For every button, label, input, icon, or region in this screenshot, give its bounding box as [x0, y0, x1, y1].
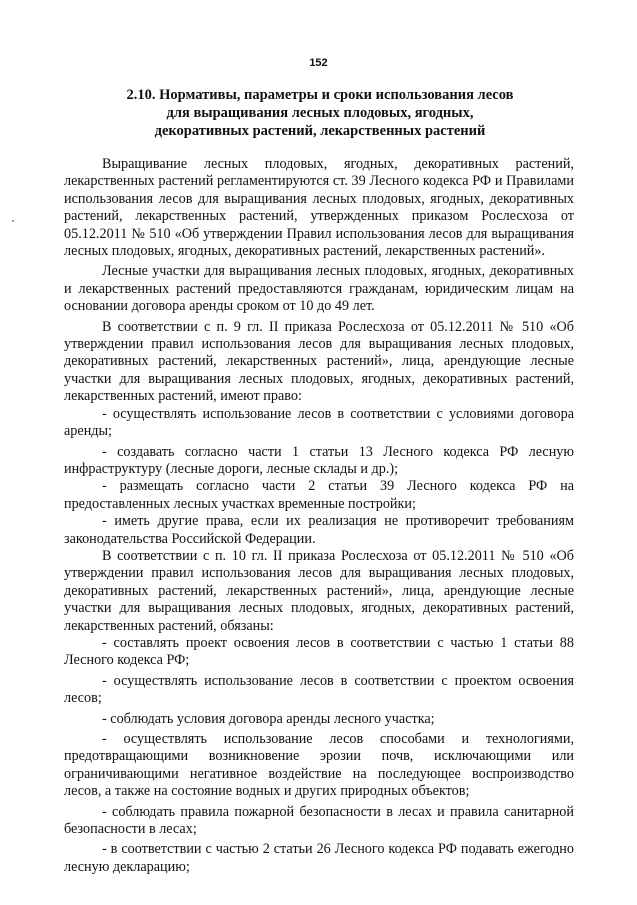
paragraph: Выращивание лесных плодовых, ягодных, декоративных растений, лекарственных растений регламентируются ст. 39 Лесного кодекса РФ и Правилами использования лесов для выращивания лесных плодовых, ягодных, декоративных растений, лекарственных растений, утвержденных приказом Рослесхоза от 05.12.2011 № 510 «Об утверждении Правил использования лесов для выращивания лесных плодовых, ягодных, декоративных растений, лекарственных растений». [64, 156, 574, 260]
list-item: - осуществлять использование лесов в соответствии с проектом освоения лесов; [64, 672, 574, 707]
page-number: 152 [309, 57, 328, 69]
paragraph: В соответствии с п. 10 гл. II приказа Рослесхоза от 05.12.2011 № 510 «Об утверждении правил использования лесов для выращивания лесных плодовых, декоративных растений, лекарственных растений», лица, арендующие лесные участки для выращивания лесных плодовых, ягодных, декоративных растений, лекарственных растений, обязаны: [64, 547, 574, 634]
list-item: - соблюдать условия договора аренды лесного участка; [102, 710, 435, 727]
list-item: - осуществлять использование лесов в соответствии с условиями договора аренды; [64, 405, 574, 440]
section-heading [60, 86, 580, 140]
list-item: - размещать согласно части 2 статьи 39 Лесного кодекса РФ на предоставленных лесных участках временные постройки; [64, 478, 574, 512]
list-item: - создавать согласно части 1 статьи 13 Лесного кодекса РФ лесную инфраструктуру (лесные дороги, лесные склады и др.); [64, 443, 574, 477]
list-item: - осуществлять использование лесов способами и технологиями, предотвращающими возникновение эрозии почв, исключающими или ограничивающими негативное воздействие на последующее воспроизводство лесов, а также на состояние водных и других природных объектов; [64, 731, 574, 800]
list-item: - составлять проект освоения лесов в соответствии с частью 1 статьи 88 Лесного кодекса РФ; [64, 634, 574, 669]
list-item: - иметь другие права, если их реализация не противоречит требованиям законодательства Российской Федерации. [64, 513, 574, 547]
paragraph: Лесные участки для выращивания лесных плодовых, ягодных, декоративных и лекарственных растений предоставляются гражданам, юридическим лицам на основании договора аренды сроком от 10 до 49 лет. [64, 263, 574, 315]
heading-line: для выращивания лесных плодовых, ягодных, [166, 105, 474, 121]
list-item: - в соответствии с частью 2 статьи 26 Лесного кодекса РФ подавать ежегодно лесную декларацию; [64, 841, 574, 875]
heading-line: 2.10. Нормативы, параметры и сроки использования лесов [126, 87, 514, 103]
document-body [64, 156, 574, 876]
list-item: - соблюдать правила пожарной безопасности в лесах и правила санитарной безопасности в лесах; [64, 803, 574, 838]
scan-speck [12, 220, 14, 222]
heading-line: декоративных растений, лекарственных растений [154, 123, 486, 139]
paragraph: В соответствии с п. 9 гл. II приказа Рослесхоза от 05.12.2011 № 510 «Об утверждении правил использования лесов для выращивания лесных плодовых, декоративных растений, лекарственных растений», лица, арендующие лесные участки для выращивания лесных плодовых, ягодных, декоративных растений, лекарственных растений, имеют право: [64, 318, 574, 405]
